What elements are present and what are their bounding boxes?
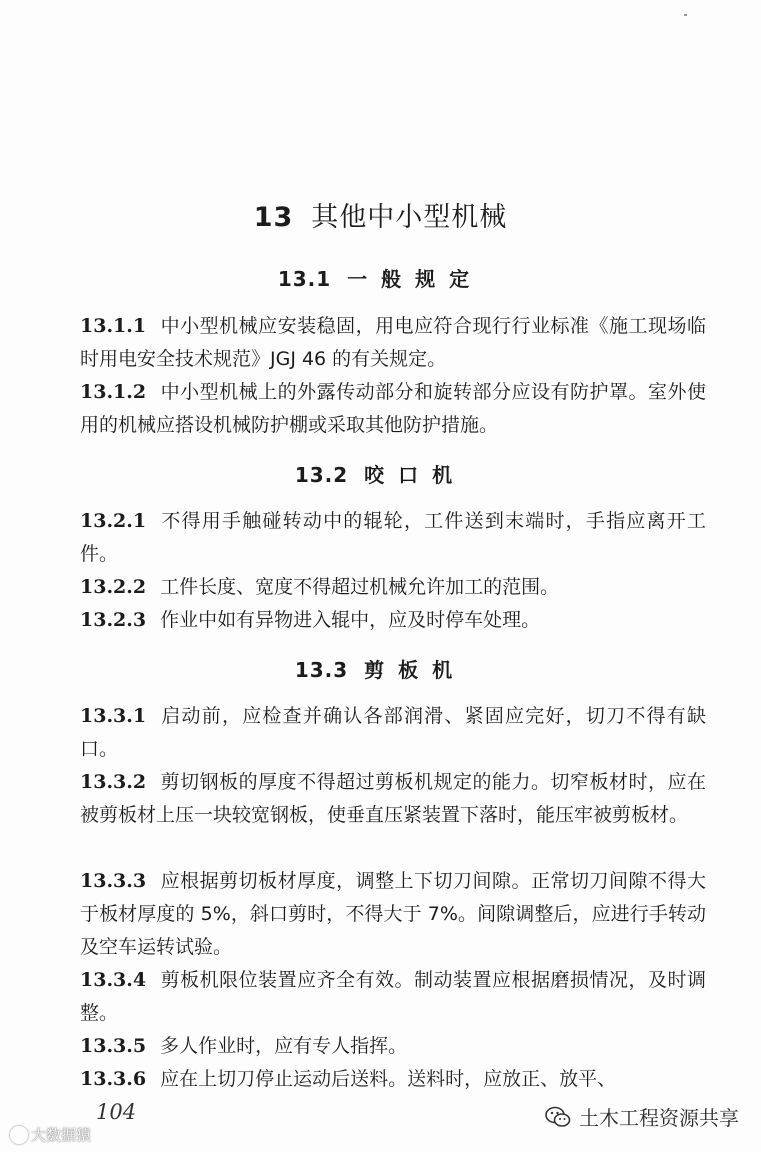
clause-text: 工件长度、宽度不得超过机械允许加工的范围。 — [160, 576, 560, 598]
page-number: 104 — [96, 1100, 137, 1124]
clause-number: 13.1.2 — [80, 381, 147, 403]
clause-number: 13.3.3 — [80, 870, 147, 892]
scan-speck — [684, 14, 687, 16]
clause-number: 13.3.6 — [80, 1068, 147, 1090]
clause-number: 13.2.1 — [80, 510, 147, 532]
clause — [80, 376, 706, 442]
clause — [80, 1063, 706, 1096]
clause-number: 13.1.1 — [80, 315, 147, 337]
clause — [80, 310, 706, 376]
clause-text: 中小型机械应安装稳固，用电应符合现行行业标准《施工现场临时用电安全技术规范》JGJ 46 的有关规定。 — [80, 315, 706, 370]
clause — [80, 1030, 706, 1063]
clause-number: 13.3.2 — [80, 771, 147, 793]
clause — [80, 571, 706, 604]
clause — [80, 964, 706, 1030]
clause-number: 13.3.1 — [80, 705, 147, 727]
clause — [80, 700, 706, 766]
clause-number: 13.2.2 — [80, 576, 147, 598]
watermark-logo-icon — [10, 1126, 28, 1144]
chapter-title — [0, 195, 761, 234]
clause-text: 应根据剪切板材厚度，调整上下切刀间隙。正常切刀间隙不得大于板材厚度的 5%，斜口剪时，不得大于 7%。间隙调整后，应进行手转动及空车运转试验。 — [80, 870, 706, 958]
section-title — [0, 263, 761, 292]
clause-text: 多人作业时，应有专人指挥。 — [160, 1035, 408, 1057]
clause — [80, 505, 706, 571]
section-number: 13.2 — [294, 463, 349, 487]
section-title — [0, 459, 761, 488]
section-number: 13.3 — [294, 658, 349, 682]
clause — [80, 865, 706, 964]
clause-text: 应在上切刀停止运动后送料。送料时，应放正、放平、 — [160, 1068, 617, 1090]
section-name: 一般规定 — [347, 267, 484, 291]
clause-text: 中小型机械上的外露传动部分和旋转部分应设有防护罩。室外使用的机械应搭设机械防护棚或采取其他防护措施。 — [80, 381, 706, 436]
watermark-left — [10, 1124, 91, 1145]
watermark-right — [545, 1102, 739, 1131]
clause — [80, 766, 706, 832]
clause-number: 13.2.3 — [80, 609, 147, 631]
clause-number: 13.3.5 — [80, 1035, 147, 1057]
watermark-left-text: 大数据猿 — [31, 1126, 92, 1144]
wechat-icon — [545, 1106, 571, 1128]
clause-number: 13.3.4 — [80, 969, 147, 991]
watermark-right-text: 土木工程资源共享 — [579, 1106, 739, 1130]
clause-text: 启动前，应检查并确认各部润滑、紧固应完好，切刀不得有缺口。 — [80, 705, 706, 760]
section-title — [0, 654, 761, 683]
clause-text: 不得用手触碰转动中的辊轮，工件送到末端时，手指应离开工件。 — [80, 510, 706, 565]
section-name: 咬口机 — [364, 463, 467, 487]
clause-text: 剪切钢板的厚度不得超过剪板机规定的能力。切窄板材时，应在被剪板材上压一块较宽钢板，使垂直压紧装置下落时，能压牢被剪板材。 — [80, 771, 706, 826]
clause — [80, 604, 706, 637]
clause-text: 剪板机限位装置应齐全有效。制动装置应根据磨损情况，及时调整。 — [80, 969, 706, 1024]
chapter-number: 13 — [253, 202, 294, 233]
clause-text: 作业中如有异物进入辊中，应及时停车处理。 — [160, 609, 541, 631]
chapter-name: 其他中小型机械 — [311, 202, 508, 233]
section-name: 剪板机 — [364, 658, 467, 682]
section-number: 13.1 — [277, 267, 332, 291]
